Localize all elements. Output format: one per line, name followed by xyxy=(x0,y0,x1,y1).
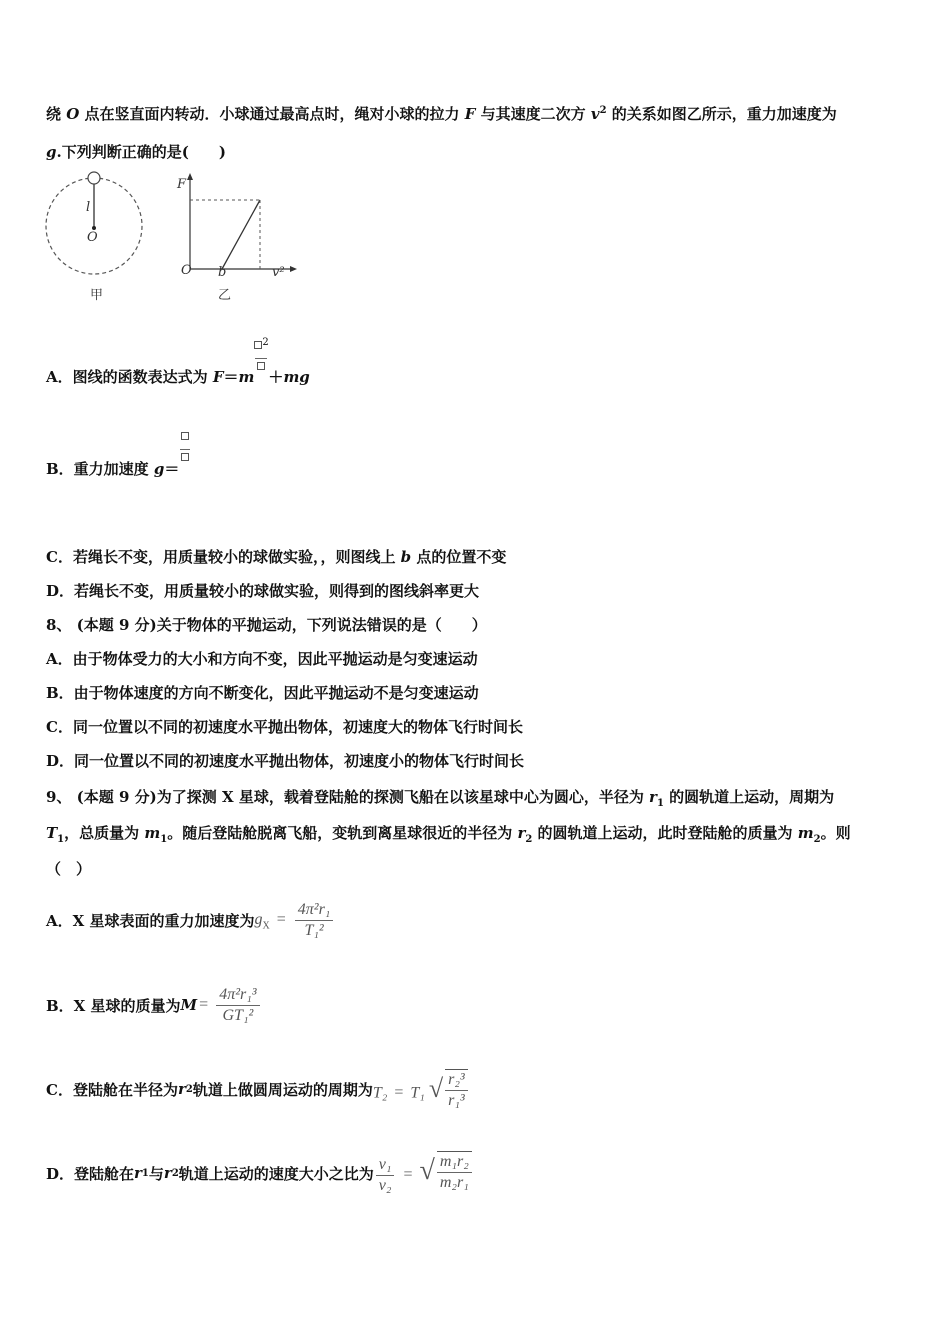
var-T1: T₁ xyxy=(410,1084,425,1101)
axis-label-O: O xyxy=(181,263,192,278)
q8-option-b: B．由于物体速度的方向不断变化，因此平抛运动不是匀变速运动 xyxy=(46,684,479,702)
intro-text: 点在竖直面内转动．小球通过最高点时，绳对小球的拉力 xyxy=(79,105,465,123)
fraction xyxy=(295,901,334,940)
plus: ＋ xyxy=(268,368,284,386)
fraction xyxy=(376,1156,395,1195)
axis-label-F: F xyxy=(177,177,187,192)
figure-jia xyxy=(40,168,150,308)
intro-line-2 xyxy=(46,141,226,162)
var-m: m xyxy=(144,824,161,842)
caption-jia: 甲 xyxy=(90,288,104,303)
var-m: m xyxy=(238,368,255,386)
var-M: M xyxy=(180,996,198,1014)
q7-option-c xyxy=(46,546,506,567)
option-text: 轨道上运动的速度大小之比为 xyxy=(178,1164,374,1183)
q9-option-d xyxy=(46,1144,474,1202)
stem-text: 的圆轨道上运动，周期为 xyxy=(663,788,835,806)
fraction xyxy=(437,1151,472,1192)
sub: 1 xyxy=(160,834,168,845)
denominator: v₂ xyxy=(378,1177,392,1195)
q8-option-d: D．同一位置以不同的初速度水平抛出物体，初速度小的物体飞行时间长 xyxy=(46,752,525,770)
circle-diagram xyxy=(40,168,150,280)
sub: 1 xyxy=(57,834,65,845)
intro-line-1 xyxy=(46,103,837,124)
var-T2: T₂ xyxy=(372,1084,388,1101)
option-text: B．重力加速度 xyxy=(46,460,154,478)
var-g: g xyxy=(254,910,263,928)
label-O-center: O xyxy=(87,230,98,245)
var-r: r xyxy=(163,1164,172,1182)
graph-line xyxy=(222,200,260,269)
equals: ＝ xyxy=(164,460,180,478)
stem-text: 。随后登陆舱脱离飞船，变轨到离星球很近的半径为 xyxy=(167,824,518,842)
sub: X xyxy=(262,919,270,931)
stem-text: 。则 xyxy=(820,824,851,842)
sub: 2 xyxy=(813,834,821,845)
caption-yi: 乙 xyxy=(218,288,232,303)
q8-option-a: A．由于物体受力的大小和方向不变，因此平抛运动是匀变速运动 xyxy=(46,650,478,668)
q9-option-a xyxy=(46,894,335,946)
var-g: g xyxy=(153,460,165,478)
var-g: g xyxy=(46,143,57,161)
q9-option-b xyxy=(46,978,262,1032)
q8-option-c: C．同一位置以不同的初速度水平抛出物体，初速度大的物体飞行时间长 xyxy=(46,718,523,736)
q9-stem-line-1 xyxy=(46,786,834,809)
formula-a: $g_X$ = $\frac{\text{4π²r₁}}{\text{T₁²}}$ xyxy=(255,901,336,940)
missing-glyph xyxy=(181,432,189,440)
formula-d: $\frac{\text{v₁}}{\text{v₂}}$ = √ $\frac{\text{m₁r₂}}{\text{m₂r₁}}$ xyxy=(374,1151,474,1195)
var-r: r xyxy=(177,1080,186,1098)
q9-stem-line-3: （ ） xyxy=(46,860,92,878)
formula-b: = $\frac{\text{4π²r₁³}}{\text{GT₁²}}$ xyxy=(197,986,261,1025)
equals: ＝ xyxy=(223,368,239,386)
var-F: F xyxy=(212,368,224,386)
var-r: r xyxy=(517,824,526,842)
sub: 1 xyxy=(141,1167,149,1179)
missing-glyph xyxy=(257,362,265,370)
var-mg: mg xyxy=(283,368,310,386)
y-arrow xyxy=(187,173,193,180)
denominator: T₁² xyxy=(304,921,324,939)
q7-option-a xyxy=(46,337,310,386)
sub: 2 xyxy=(525,834,533,845)
var-T: T xyxy=(46,824,58,842)
formula-c: T₂ = T₁ √ $\frac{\text{r₂³}}{\text{r₁³}}$ xyxy=(373,1069,470,1110)
sub: 2 xyxy=(185,1083,193,1095)
missing-glyph xyxy=(181,453,189,461)
var-b: b xyxy=(400,548,412,566)
option-text: A．图线的函数表达式为 xyxy=(46,368,213,386)
var-r: r xyxy=(649,788,657,806)
option-text: D．登陆舱在 xyxy=(46,1164,135,1183)
q7-option-b xyxy=(46,432,191,478)
numerator: m₁r₂ xyxy=(437,1153,472,1173)
option-text: 轨道上做圆周运动的周期为 xyxy=(192,1080,373,1099)
option-text: B．X 星球的质量为 xyxy=(46,996,181,1015)
numerator: 4π²r₁ xyxy=(295,901,334,921)
option-text: C．若绳长不变，用质量较小的球做实验，，则图线上 xyxy=(46,548,401,566)
fraction xyxy=(216,986,259,1025)
stem-text: ，总质量为 xyxy=(64,824,145,842)
numerator: r₂³ xyxy=(445,1071,468,1091)
q7-option-d: D．若绳长不变，用质量较小的球做实验，则得到的图线斜率更大 xyxy=(46,582,480,600)
option-text: C．登陆舱在半径为 xyxy=(46,1080,178,1099)
stem-text: 9、 (本题 9 分)为了探测 X 星球，载着登陆舱的探测飞船在以该星球中心为圆心，半径为 xyxy=(46,788,650,806)
axis-label-b: b xyxy=(218,265,227,280)
q9-option-c xyxy=(46,1060,470,1118)
intro-text: .下列判断正确的是( ) xyxy=(56,143,226,161)
q8-stem: 8、 (本题 9 分)关于物体的平抛运动，下列说法错误的是（ ） xyxy=(46,616,487,634)
denominator: GT₁² xyxy=(222,1006,254,1024)
figure-yi xyxy=(172,172,297,307)
var-r: r xyxy=(134,1164,142,1182)
option-text: 与 xyxy=(148,1164,164,1183)
intro-text: 绕 xyxy=(46,105,67,123)
var-m: m xyxy=(797,824,814,842)
sup-2: 2 xyxy=(599,105,607,116)
sub: 1 xyxy=(656,798,664,809)
intro-text: 与其速度二次方 xyxy=(475,105,591,123)
ball xyxy=(88,172,100,184)
stem-text: 的圆轨道上运动，此时登陆舱的质量为 xyxy=(532,824,798,842)
label-l: l xyxy=(86,200,91,215)
fraction xyxy=(445,1069,468,1110)
square-root: √ $\frac{\text{r₂³}}{\text{r₁³}}$ xyxy=(429,1069,470,1110)
option-text: 点的位置不变 xyxy=(411,548,507,566)
denominator: r₁³ xyxy=(448,1091,465,1109)
denominator: m₂r₁ xyxy=(439,1173,469,1191)
q9-stem-line-2 xyxy=(46,822,851,845)
numerator: 4π²r₁³ xyxy=(216,986,259,1006)
x-arrow xyxy=(290,266,297,272)
option-text: A．X 星球表面的重力加速度为 xyxy=(46,911,255,930)
sup-2: 2 xyxy=(262,337,269,348)
var-F: F xyxy=(464,105,476,123)
axis-label-v2: v² xyxy=(272,265,285,280)
var-v: v xyxy=(590,105,600,123)
placeholder-fraction xyxy=(254,338,268,373)
placeholder-fraction xyxy=(179,432,191,464)
graph-F-v2 xyxy=(172,172,297,277)
numerator: v₁ xyxy=(376,1156,395,1176)
intro-text: 的关系如图乙所示，重力加速度为 xyxy=(606,105,837,123)
var-O: O xyxy=(66,105,80,123)
square-root: √ $\frac{\text{m₁r₂}}{\text{m₂r₁}}$ xyxy=(420,1151,474,1192)
sub: 2 xyxy=(171,1167,179,1179)
